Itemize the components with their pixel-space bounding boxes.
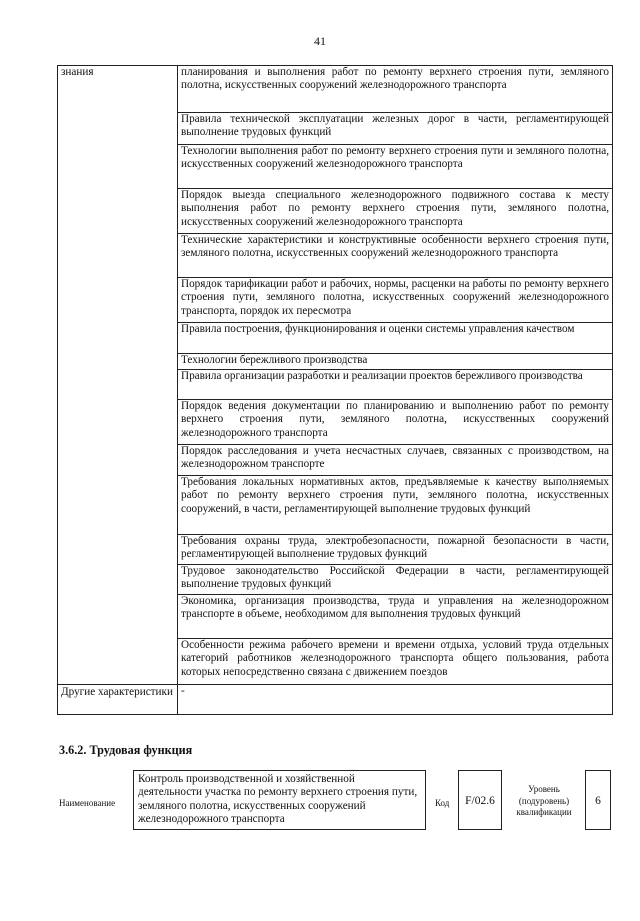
code-label: Код — [435, 798, 450, 808]
table-row — [58, 66, 613, 113]
name-label: Наименование — [59, 798, 116, 808]
knowledge-table — [57, 65, 613, 715]
knowledge-label-cell — [58, 66, 178, 685]
section-heading: 3.6.2. Трудовая функция — [59, 743, 193, 757]
knowledge-item: планирования и выполнения работ по ремонту верхнего строения пути, земляного полотна, искусственных сооружений железнодорожного транспорта — [178, 66, 613, 113]
knowledge-item: Экономика, организация производства, труда и управления на железнодорожном транспорте в объеме, необходимом для выполнения трудовых функций — [178, 595, 613, 639]
name-value: Контроль производственной и хозяйственной деятельности участка по ремонту верхнего строения пути, земляного полотна, искусственных сооружений железнодорожного транспорта — [133, 770, 426, 830]
knowledge-item: Особенности режима рабочего времени и времени отдыха, условий труда отдельных категорий работников железнодорожного транспорта общего пользования, работа которых непосредственно связана с движением поездов — [178, 639, 613, 685]
knowledge-item: Правила построения, функционирования и оценки системы управления качеством — [178, 323, 613, 354]
knowledge-item: Порядок расследования и учета несчастных случаев, связанных с производством, на железнодорожном транспорте — [178, 445, 613, 476]
knowledge-item: Трудовое законодательство Российской Федерации в части, регламентирующей выполнение трудовых функций — [178, 565, 613, 595]
knowledge-item: Технологии выполнения работ по ремонту верхнего строения пути и земляного полотна, искусственных сооружений железнодорожного транспорта — [178, 145, 613, 189]
knowledge-item: Порядок ведения документации по планированию и выполнению работ по ремонту верхнего строения пути, земляного полотна, искусственных сооружений железнодорожного транспорта — [178, 400, 613, 445]
knowledge-item: Технологии бережливого производства — [178, 354, 613, 370]
labor-function-row — [57, 770, 613, 832]
knowledge-item: Технические характеристики и конструктивные особенности верхнего строения пути, земляного полотна, искусственных сооружений железнодорожного транспорта — [178, 234, 613, 278]
knowledge-item: Порядок выезда специального железнодорожного подвижного состава к месту выполнения работ по ремонту верхнего строения пути, земляного полотна, искусственных сооружений железнодорожного транспорта — [178, 189, 613, 234]
qualification-level-value: 6 — [585, 770, 611, 830]
other-characteristics-label: Другие характеристики — [58, 685, 178, 715]
knowledge-item: Правила технической эксплуатации железных дорог в части, регламентирующей выполнение трудовых функций — [178, 113, 613, 145]
table-row — [58, 685, 613, 715]
knowledge-item: Порядок тарификации работ и рабочих, нормы, расценки на работы по ремонту верхнего строения пути, земляного полотна, искусственных сооружений железнодорожного транспорта, порядок их пересмотра — [178, 278, 613, 323]
knowledge-item: Требования охраны труда, электробезопасности, пожарной безопасности в части, регламентирующей выполнение трудовых функций — [178, 535, 613, 565]
knowledge-item: Требования локальных нормативных актов, предъявляемые к качеству выполняемых работ по ремонту верхнего строения пути, земляного полотна, искусственных сооружений, в части, регламентирующей выполнение трудовых функций — [178, 476, 613, 535]
code-value: F/02.6 — [458, 770, 502, 830]
page-number: 41 — [314, 34, 326, 48]
knowledge-label: знания — [61, 66, 94, 78]
qualification-level-label: Уровень (подуровень) квалификации — [516, 784, 572, 817]
knowledge-item: Правила организации разработки и реализации проектов бережливого производства — [178, 370, 613, 400]
other-characteristics-value: - — [178, 685, 613, 715]
